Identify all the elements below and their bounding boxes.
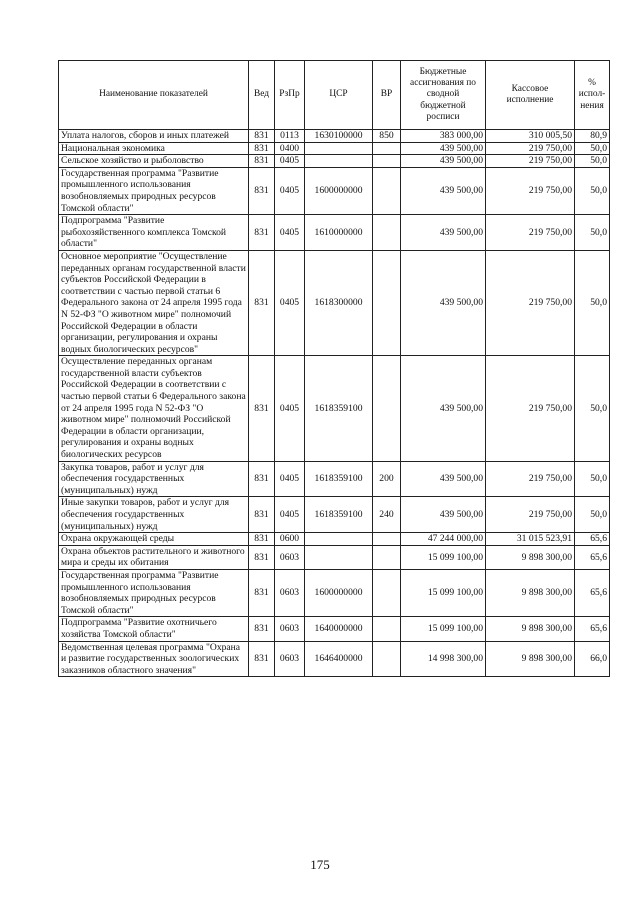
cell-allocations: 383 000,00 — [401, 130, 486, 143]
cell-cash: 9 898 300,00 — [486, 641, 575, 677]
cell-name: Подпрограмма "Развитие рыбохозяйственного комплекса Томской области" — [59, 215, 249, 251]
cell-ved: 831 — [249, 167, 275, 214]
cell-cash: 219 750,00 — [486, 215, 575, 251]
cell-percent: 50,0 — [575, 167, 610, 214]
cell-percent: 80,9 — [575, 130, 610, 143]
cell-ved: 831 — [249, 617, 275, 641]
table-row — [59, 130, 610, 143]
cell-name: Государственная программа "Развитие промышленного использования возобновляемых природных ресурсов Томской области" — [59, 569, 249, 616]
cell-percent: 50,0 — [575, 461, 610, 497]
cell-ved: 831 — [249, 497, 275, 533]
cell-percent: 50,0 — [575, 250, 610, 355]
cell-name: Уплата налогов, сборов и иных платежей — [59, 130, 249, 143]
cell-percent: 65,6 — [575, 533, 610, 546]
table-row — [59, 215, 610, 251]
cell-cash: 219 750,00 — [486, 497, 575, 533]
cell-rzpr: 0603 — [275, 641, 305, 677]
cell-ved: 831 — [249, 569, 275, 616]
cell-vr — [373, 167, 401, 214]
header-cash: Кассовое исполнение — [486, 61, 575, 130]
cell-percent: 50,0 — [575, 155, 610, 168]
cell-csr: 1618300000 — [305, 250, 373, 355]
cell-ved: 831 — [249, 142, 275, 155]
table-row — [59, 533, 610, 546]
cell-rzpr: 0603 — [275, 545, 305, 569]
cell-rzpr: 0405 — [275, 497, 305, 533]
cell-allocations: 439 500,00 — [401, 497, 486, 533]
cell-rzpr: 0405 — [275, 215, 305, 251]
table-row — [59, 641, 610, 677]
cell-ved: 831 — [249, 130, 275, 143]
cell-ved: 831 — [249, 356, 275, 461]
cell-cash: 9 898 300,00 — [486, 569, 575, 616]
cell-vr — [373, 533, 401, 546]
cell-cash: 310 005,50 — [486, 130, 575, 143]
cell-rzpr: 0405 — [275, 167, 305, 214]
cell-allocations: 14 998 300,00 — [401, 641, 486, 677]
header-vr: ВР — [373, 61, 401, 130]
cell-allocations: 439 500,00 — [401, 142, 486, 155]
cell-allocations: 15 099 100,00 — [401, 617, 486, 641]
cell-percent: 50,0 — [575, 356, 610, 461]
cell-rzpr: 0400 — [275, 142, 305, 155]
page-number: 175 — [310, 857, 330, 872]
cell-rzpr: 0603 — [275, 617, 305, 641]
cell-percent: 50,0 — [575, 142, 610, 155]
cell-csr: 1618359100 — [305, 497, 373, 533]
cell-allocations: 439 500,00 — [401, 167, 486, 214]
cell-name: Сельское хозяйство и рыболовство — [59, 155, 249, 168]
cell-allocations: 439 500,00 — [401, 215, 486, 251]
cell-vr — [373, 569, 401, 616]
cell-rzpr: 0405 — [275, 356, 305, 461]
table-row — [59, 167, 610, 214]
cell-allocations: 439 500,00 — [401, 356, 486, 461]
cell-cash: 219 750,00 — [486, 142, 575, 155]
budget-table — [58, 60, 610, 677]
cell-cash: 219 750,00 — [486, 250, 575, 355]
table-row — [59, 461, 610, 497]
cell-vr: 240 — [373, 497, 401, 533]
table-row — [59, 617, 610, 641]
table-body — [59, 130, 610, 677]
cell-name: Подпрограмма "Развитие охотничьего хозяйства Томской области" — [59, 617, 249, 641]
cell-ved: 831 — [249, 545, 275, 569]
cell-csr — [305, 155, 373, 168]
cell-cash: 219 750,00 — [486, 356, 575, 461]
cell-rzpr: 0405 — [275, 250, 305, 355]
header-csr: ЦСР — [305, 61, 373, 130]
cell-name: Охрана окружающей среды — [59, 533, 249, 546]
cell-csr — [305, 533, 373, 546]
cell-vr — [373, 250, 401, 355]
cell-name: Национальная экономика — [59, 142, 249, 155]
table-row — [59, 250, 610, 355]
cell-rzpr: 0405 — [275, 461, 305, 497]
cell-ved: 831 — [249, 155, 275, 168]
table-row — [59, 497, 610, 533]
cell-ved: 831 — [249, 641, 275, 677]
cell-vr: 200 — [373, 461, 401, 497]
cell-vr: 850 — [373, 130, 401, 143]
cell-allocations: 439 500,00 — [401, 155, 486, 168]
cell-cash: 31 015 523,91 — [486, 533, 575, 546]
cell-csr: 1618359100 — [305, 461, 373, 497]
cell-vr — [373, 155, 401, 168]
table-row — [59, 569, 610, 616]
cell-percent: 65,6 — [575, 617, 610, 641]
cell-name: Государственная программа "Развитие промышленного использования возобновляемых природных ресурсов Томской области" — [59, 167, 249, 214]
cell-vr — [373, 617, 401, 641]
cell-rzpr: 0603 — [275, 569, 305, 616]
cell-name: Осуществление переданных органам государственной власти субъектов Российской Федерации в соответствии с частью первой статьи 6 Федерального закона от 24 апреля 1995 года N 52-ФЗ "О животном мире" полномочий Российской Федерации в области организации, регулирования и охраны водных биологических ресурсов — [59, 356, 249, 461]
cell-csr: 1630100000 — [305, 130, 373, 143]
header-row — [59, 61, 610, 130]
table-row — [59, 142, 610, 155]
cell-vr — [373, 215, 401, 251]
table-row — [59, 356, 610, 461]
cell-csr: 1640000000 — [305, 617, 373, 641]
cell-ved: 831 — [249, 250, 275, 355]
cell-cash: 219 750,00 — [486, 167, 575, 214]
cell-csr — [305, 142, 373, 155]
cell-allocations: 47 244 000,00 — [401, 533, 486, 546]
cell-percent: 65,6 — [575, 569, 610, 616]
cell-cash: 9 898 300,00 — [486, 545, 575, 569]
cell-cash: 219 750,00 — [486, 461, 575, 497]
cell-csr: 1646400000 — [305, 641, 373, 677]
header-percent: % испол-нения — [575, 61, 610, 130]
header-name: Наименование показателей — [59, 61, 249, 130]
cell-percent: 66,0 — [575, 641, 610, 677]
cell-ved: 831 — [249, 215, 275, 251]
cell-name: Основное мероприятие "Осуществление переданных органам государственной власти субъектов Российской Федерации в соответствии с частью первой статьи 6 Федерального закона от 24 апреля 1995 года N 52-ФЗ "О животном мире" полномочий Российской Федерации в области организации, регулирования и охраны водных биологических ресурсов" — [59, 250, 249, 355]
cell-rzpr: 0405 — [275, 155, 305, 168]
cell-percent: 50,0 — [575, 215, 610, 251]
header-rzpr: РзПр — [275, 61, 305, 130]
cell-allocations: 439 500,00 — [401, 250, 486, 355]
cell-cash: 9 898 300,00 — [486, 617, 575, 641]
cell-csr: 1610000000 — [305, 215, 373, 251]
cell-name: Закупка товаров, работ и услуг для обеспечения государственных (муниципальных) нужд — [59, 461, 249, 497]
cell-cash: 219 750,00 — [486, 155, 575, 168]
header-ved: Вед — [249, 61, 275, 130]
cell-name: Ведомственная целевая программа "Охрана и развитие государственных зоологических заказников областного значения" — [59, 641, 249, 677]
cell-name: Иные закупки товаров, работ и услуг для обеспечения государственных (муниципальных) нужд — [59, 497, 249, 533]
table-row — [59, 155, 610, 168]
cell-rzpr: 0113 — [275, 130, 305, 143]
table-row — [59, 545, 610, 569]
cell-rzpr: 0600 — [275, 533, 305, 546]
cell-allocations: 439 500,00 — [401, 461, 486, 497]
cell-csr: 1600000000 — [305, 167, 373, 214]
cell-allocations: 15 099 100,00 — [401, 569, 486, 616]
cell-allocations: 15 099 100,00 — [401, 545, 486, 569]
cell-name: Охрана объектов растительного и животного мира и среды их обитания — [59, 545, 249, 569]
cell-csr: 1600000000 — [305, 569, 373, 616]
cell-percent: 65,6 — [575, 545, 610, 569]
cell-percent: 50,0 — [575, 497, 610, 533]
cell-vr — [373, 142, 401, 155]
cell-csr — [305, 545, 373, 569]
cell-vr — [373, 641, 401, 677]
cell-vr — [373, 356, 401, 461]
cell-vr — [373, 545, 401, 569]
cell-csr: 1618359100 — [305, 356, 373, 461]
header-allocations: Бюджетные ассигнования по сводной бюджетной росписи — [401, 61, 486, 130]
cell-ved: 831 — [249, 533, 275, 546]
cell-ved: 831 — [249, 461, 275, 497]
